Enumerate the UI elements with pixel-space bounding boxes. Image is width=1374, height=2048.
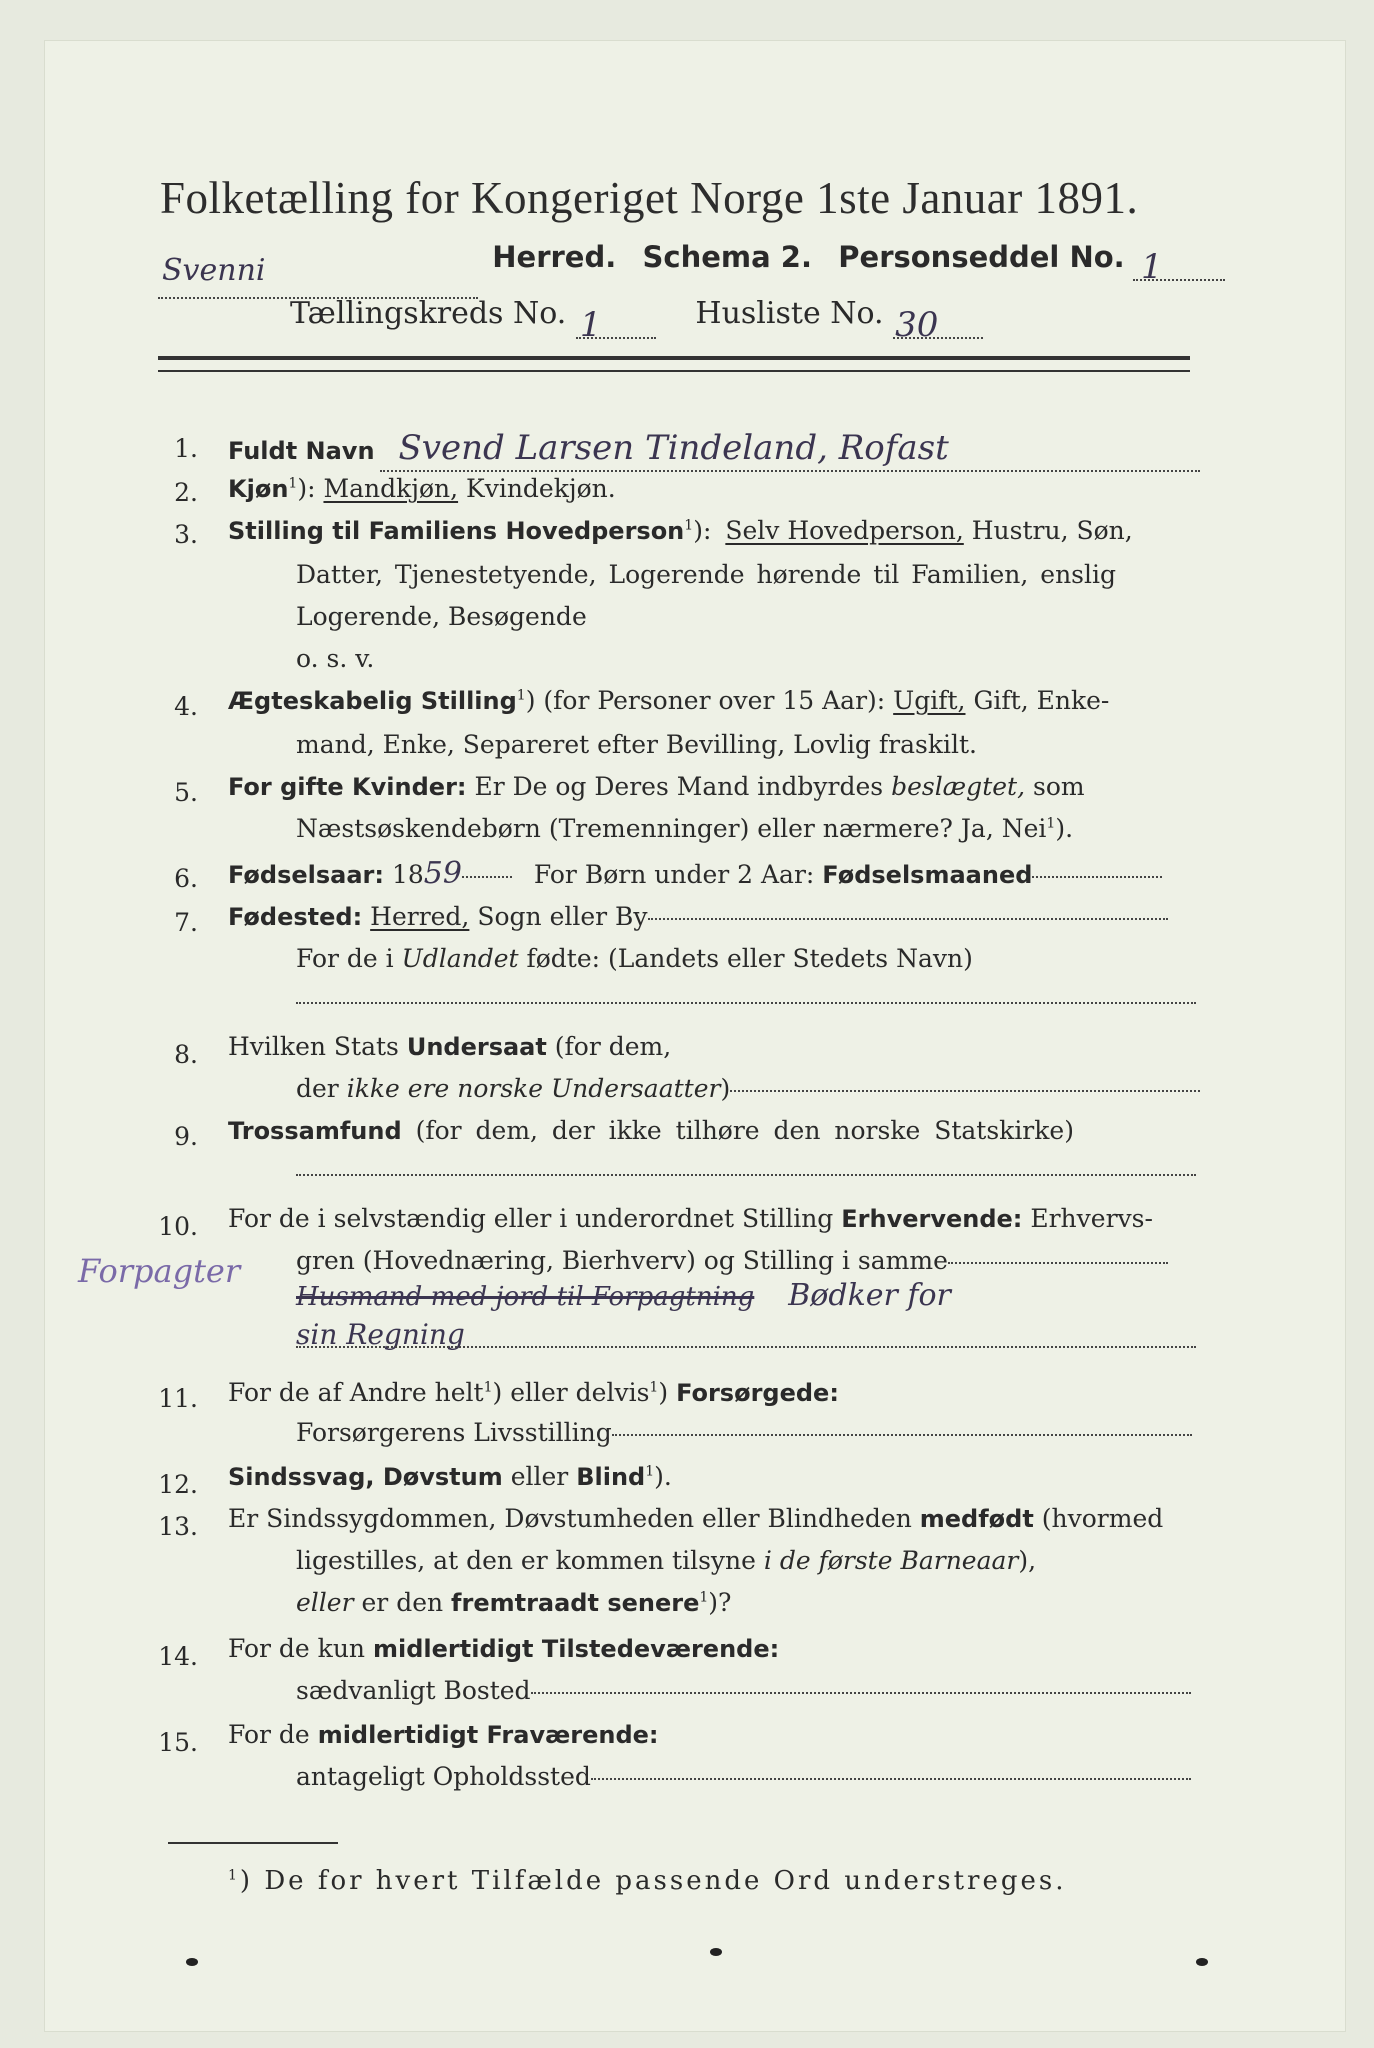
q2-sup: 1 (288, 475, 298, 492)
q15-bold: midlertidigt Fraværende: (317, 1721, 659, 1749)
q3-label: Stilling til Familiens Hovedperson (228, 517, 685, 545)
q3-option-selv: Selv Hovedperson, (725, 516, 964, 545)
q11-number: 11. (158, 1384, 198, 1413)
q12-sup: 1 (645, 1463, 655, 1480)
footnote-text: ) De for hvert Tilfælde passende Ord understreges. (239, 1866, 1067, 1896)
q6-prefix: 18 (391, 860, 424, 889)
q10-line2: gren (Hovednæring, Bierhverv) og Stilling i samme (296, 1246, 948, 1275)
husliste-value: 30 (895, 305, 939, 345)
q6-rest: For Børn under 2 Aar: (533, 860, 815, 889)
q11-line1c: ) (658, 1378, 669, 1407)
q9-dotted-line (296, 1174, 1196, 1176)
q12-number: 12. (158, 1470, 198, 1499)
q4-row-1 (228, 686, 1109, 715)
q11-sup2: 1 (649, 1379, 659, 1396)
footnote-rule (168, 1842, 338, 1844)
q10-answer-2: sin Regning (296, 1318, 465, 1351)
q12-bold2: Blind (576, 1463, 646, 1491)
q2-option-mandkjon: Mandkjøn, (323, 474, 459, 503)
q1-row (228, 428, 949, 468)
q3-row-4: o. s. v. (296, 644, 375, 673)
taellingskreds-label: Tællingskreds No. (290, 296, 567, 331)
q3-sup: 1 (684, 517, 694, 534)
q5-number: 5. (174, 778, 198, 807)
q11-line1b: ) eller delvis (492, 1378, 650, 1407)
q5-row-2 (296, 814, 1073, 843)
q8-line1b: (for dem, (554, 1032, 672, 1061)
q13-line1b: (hvormed (1041, 1504, 1164, 1533)
q13-row-3 (296, 1588, 731, 1617)
personseddel-label: Personseddel No. (838, 240, 1125, 274)
q2-option-kvindekjon: Kvindekjøn. (466, 474, 616, 503)
taellingskreds-line (290, 296, 983, 345)
q15-line2: antageligt Opholdssted (296, 1762, 591, 1791)
q8-bold: Undersaat (406, 1033, 547, 1061)
q10-row-3 (296, 1278, 951, 1313)
q1-label: Fuldt Navn (228, 437, 375, 465)
q9-number: 9. (174, 1122, 198, 1151)
q12-end: ). (654, 1462, 672, 1491)
q3-row-2: Datter, Tjenestetyende, Logerende hørende til Familien, enslig (296, 560, 1117, 589)
q4-line1-rest: Gift, Enke- (973, 686, 1110, 715)
q14-line1a: For de kun (228, 1634, 366, 1663)
ink-mark-right (1196, 1958, 1208, 1966)
q4-rest: ) (for Personer over 15 Aar): (525, 686, 886, 715)
q9-label: Trossamfund (228, 1117, 402, 1145)
q3-number: 3. (174, 520, 198, 549)
q11-bold: Forsørgede: (676, 1379, 839, 1407)
q10-struck-answer: Husmand med jord til Forpagtning (296, 1282, 755, 1312)
q6-number: 6. (174, 864, 198, 893)
q10-dotted-line (296, 1346, 1196, 1348)
q5-line2: Næstsøskendebørn (Tremenninger) eller nærmere? Ja, Nei (296, 814, 1047, 843)
q14-bold: midlertidigt Tilstedeværende: (372, 1635, 780, 1663)
q2-rest: ): (297, 474, 316, 503)
q7-rest: Sogn eller By (477, 902, 648, 931)
q11-row-2 (296, 1418, 1192, 1447)
q10-row-2 (296, 1246, 1168, 1275)
q10-number: 10. (158, 1212, 198, 1241)
q5-line1: Er De og Deres Mand indbyrdes (474, 772, 884, 801)
q11-line2: Forsørgerens Livsstilling (296, 1418, 612, 1447)
form-title: Folketælling for Kongeriget Norge 1ste Januar 1891. (160, 173, 1139, 223)
q13-line3-italic: eller (296, 1588, 354, 1617)
q9-rest: (for dem, der ikke tilhøre den norske Statskirke) (415, 1116, 1074, 1145)
q3-row-1 (228, 516, 1133, 545)
q14-line2: sædvanligt Bosted (296, 1676, 531, 1705)
q13-sup: 1 (699, 1589, 709, 1606)
q6-row (228, 856, 1162, 891)
q8-line2-italic: ikke ere norske Undersaatter (346, 1074, 721, 1103)
q13-line3b: )? (708, 1588, 732, 1617)
q13-row-2 (296, 1546, 1036, 1575)
q3-rest: ): (693, 516, 712, 545)
q7-row-2 (296, 944, 973, 973)
q13-line2a: ligestilles, at den er kommen tilsyne (296, 1546, 756, 1575)
q13-line3a: er den (361, 1588, 444, 1617)
q3-row-3: Logerende, Besøgende (296, 602, 587, 631)
footnote (228, 1866, 1067, 1896)
personseddel-value: 1 (1140, 247, 1163, 287)
q5-line1-end: som (1032, 772, 1085, 801)
footnote-sup: 1 (228, 1867, 240, 1884)
q8-line2b: ) (720, 1074, 731, 1103)
q11-row-1 (228, 1378, 839, 1407)
q15-line1a: For de (228, 1720, 310, 1749)
q4-option-ugift: Ugift, (893, 686, 966, 715)
q10-answer-1: Bødker for (788, 1278, 951, 1313)
q5-sup: 1 (1046, 815, 1056, 832)
q2-label: Kjøn (228, 475, 289, 503)
q8-line1a: Hvilken Stats (228, 1032, 399, 1061)
q3-line1-rest: Hustru, Søn, (971, 516, 1133, 545)
q7-dotted-line (296, 1002, 1196, 1004)
q4-row-2: mand, Enke, Separeret efter Bevilling, Lovlig fraskilt. (296, 730, 977, 759)
q5-row-1 (228, 772, 1085, 801)
herred-line (158, 240, 1225, 288)
q11-line1a: For de af Andre helt (228, 1378, 484, 1407)
herred-label: Herred. (492, 240, 617, 274)
q15-row-1 (228, 1720, 659, 1749)
ink-mark-center (710, 1948, 722, 1956)
q1-answer: Svend Larsen Tindeland, Rofast (398, 428, 949, 468)
q4-label: Ægteskabelig Stilling (228, 687, 517, 715)
q13-line1a: Er Sindssygdommen, Døvstumheden eller Blindheden (228, 1504, 912, 1533)
q2-number: 2. (174, 478, 198, 507)
q10-line1a: For de i selvstændig eller i underordnet Stilling (228, 1204, 834, 1233)
q6-label: Fødselsaar: (228, 861, 384, 889)
q7-row-1 (228, 902, 1168, 931)
q5-label: For gifte Kvinder: (228, 773, 467, 801)
q9-row (228, 1116, 1074, 1145)
q15-number: 15. (158, 1728, 198, 1757)
q6-label2: Fødselsmaaned (822, 861, 1033, 889)
q8-line2a: der (296, 1074, 339, 1103)
q8-row-1 (228, 1032, 671, 1061)
q11-sup: 1 (483, 1379, 493, 1396)
q12-rest: eller (510, 1462, 569, 1491)
q14-row-1 (228, 1634, 779, 1663)
q4-sup: 1 (516, 687, 526, 704)
q13-bold: medfødt (919, 1505, 1034, 1533)
q12-row (228, 1462, 672, 1491)
q4-number: 4. (174, 692, 198, 721)
herred-value: Svenni (162, 253, 266, 288)
husliste-label: Husliste No. (695, 296, 884, 331)
q14-row-2 (296, 1676, 1191, 1705)
q2-row (228, 474, 616, 503)
ink-mark-left (186, 1958, 198, 1966)
q5-line2-end: ). (1055, 814, 1074, 843)
schema-label: Schema 2. (642, 240, 812, 274)
q10-margin-note: Forpagter (78, 1252, 241, 1290)
q10-bold: Erhvervende: (841, 1205, 1023, 1233)
q7-label: Fødested: (228, 903, 363, 931)
q7-option-herred: Herred, (370, 902, 470, 931)
header-rule-thick (158, 356, 1190, 360)
q10-line1b: Erhvervs- (1030, 1204, 1153, 1233)
q5-italic: beslægtet, (891, 772, 1026, 801)
q12-bold: Sindssvag, Døvstum (228, 1463, 503, 1491)
q6-answer: 59 (423, 856, 462, 891)
q13-line2-italic: i de første Barneaar (763, 1546, 1019, 1575)
q7-number: 7. (174, 908, 198, 937)
header-rule-thin (158, 370, 1190, 372)
q13-line2b: ), (1018, 1546, 1037, 1575)
q1-number: 1. (174, 434, 198, 463)
q13-row-1 (228, 1504, 1163, 1533)
q1-dotted-line (380, 470, 1200, 472)
q7-line2a: For de i (296, 944, 394, 973)
q15-row-2 (296, 1762, 1191, 1791)
q8-number: 8. (174, 1040, 198, 1069)
q13-number: 13. (158, 1512, 198, 1541)
q7-line2b: fødte: (Landets eller Stedets Navn) (526, 944, 973, 973)
q7-line2-italic: Udlandet (401, 944, 519, 973)
q8-row-2 (296, 1074, 1200, 1103)
q14-number: 14. (158, 1642, 198, 1671)
taellingskreds-value: 1 (579, 305, 602, 345)
q10-row-1 (228, 1204, 1153, 1233)
q13-line3-bold: fremtraadt senere (451, 1589, 700, 1617)
